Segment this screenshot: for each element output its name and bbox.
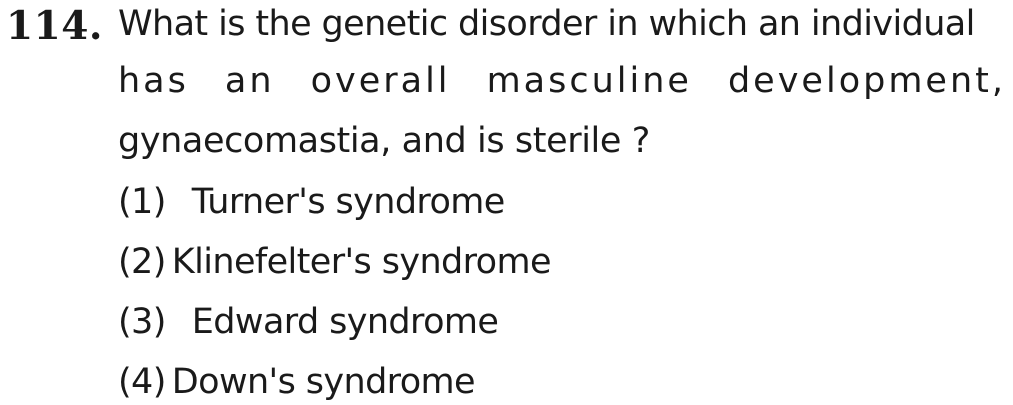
question-number: 114.: [6, 3, 103, 49]
question-text-line-3: gynaecomastia, and is sterile ?: [118, 121, 650, 161]
option-text: Klinefelter's syndrome: [171, 242, 551, 282]
question-word: has: [118, 61, 189, 101]
question-text-line-2: [118, 61, 1006, 101]
option-number: (4): [118, 362, 166, 402]
question-word: masculine: [486, 61, 692, 101]
option-4[interactable]: [118, 362, 475, 402]
option-3[interactable]: [118, 302, 498, 342]
option-number: (2): [118, 242, 166, 282]
option-text: Turner's syndrome: [191, 182, 505, 222]
question-word: an: [224, 61, 275, 101]
question-text-line-1: What is the genetic disorder in which an individual: [118, 4, 975, 44]
option-2[interactable]: [118, 242, 551, 282]
question-word: overall: [310, 61, 451, 101]
option-1[interactable]: [118, 182, 505, 222]
option-number: (1): [118, 182, 166, 222]
question-word: development,: [727, 61, 1006, 101]
option-text: Edward syndrome: [191, 302, 499, 342]
option-text: Down's syndrome: [171, 362, 475, 402]
option-number: (3): [118, 302, 166, 342]
